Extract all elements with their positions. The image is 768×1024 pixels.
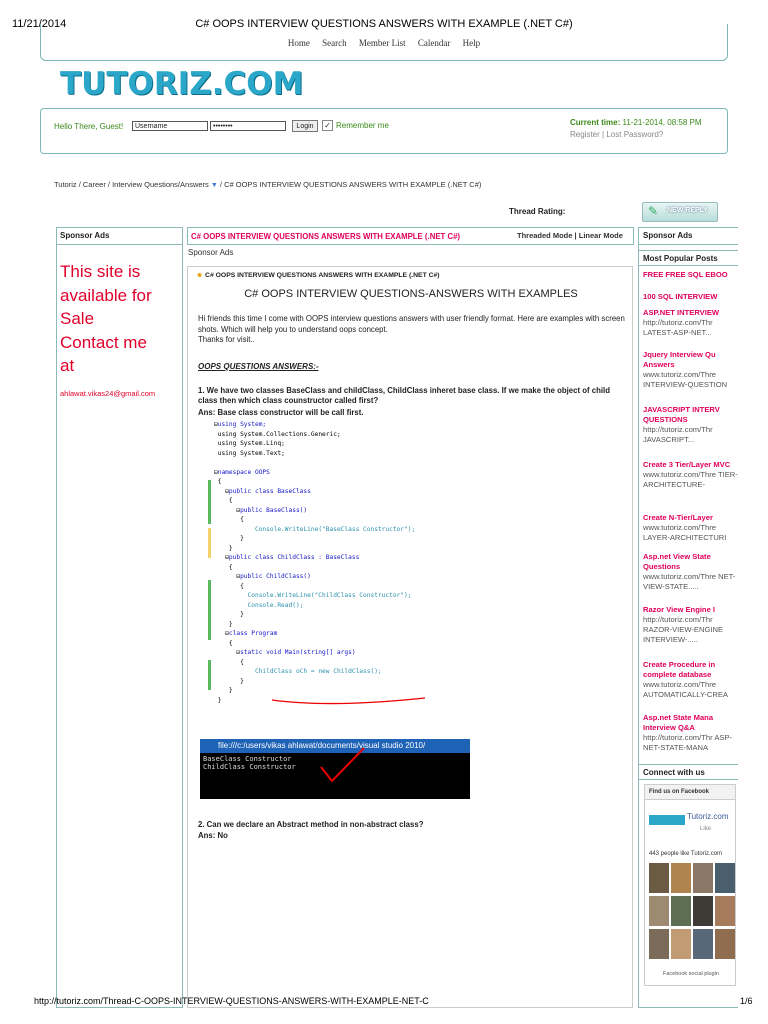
thread-rating: Thread Rating: [509,207,566,216]
code-line [214,431,341,438]
console-output [203,755,296,771]
code-base-ctor: public BaseClass() [240,506,308,514]
sale-line: Contact me [60,332,147,352]
list-item[interactable] [643,270,738,292]
fb-like-button[interactable]: Like [700,826,712,832]
register-link[interactable]: Register [570,130,600,139]
avatar[interactable] [649,929,669,959]
avatar[interactable] [693,863,713,893]
console-screenshot [200,739,470,799]
post-subject-text: C# OOPS INTERVIEW QUESTIONS ANSWERS WITH EXAMPLE (.NET C#) [205,272,440,279]
list-item[interactable] [643,405,738,460]
connect-heading: Connect with us [643,768,705,777]
popular-title[interactable]: FREE FREE SQL EBOO [643,270,728,279]
popular-title[interactable]: Asp.net View State Questions [643,552,711,571]
console-line: ChildClass Constructor [203,763,296,771]
account-links [570,130,663,139]
current-time-label: Current time: [570,118,621,127]
avatar[interactable] [715,929,735,959]
code-using: using System.Text; [217,449,285,457]
sale-notice [60,260,182,378]
list-item[interactable] [643,350,738,405]
code-base-class: public class BaseClass [228,487,311,495]
top-nav [0,38,768,48]
code-text: ⊟using System; using System.Collections.Generic; using System.Linq; using System.Text; ⊟namespace OOPS { ⊟public class BaseClass { ⊟public BaseClass() { Console.WriteLine("BaseClass Constructor"); } } ⊟public class ChildClass : BaseClass { ⊟public ChildClass() { Console.WriteLine("ChildClass Constructor"); Console.Read(); } } ⊟class Program { ⊟static void Main(string[] args) { ChildClass oCh = new ChildClass(); } } } [214,421,416,704]
popular-title[interactable]: JAVASCRIPT INTERV QUESTIONS [643,405,720,424]
sale-line: This site is [60,262,141,281]
hello-guest: Hello There, Guest! [54,122,124,131]
lost-password-link[interactable]: Lost Password? [606,130,664,139]
print-date: 11/21/2014 [12,18,67,30]
question-1: 1. We have two classes BaseClass and childClass, ChildClass inheret base class. If we make the object of child class then which class counstructor called first? [198,386,610,405]
list-item[interactable] [643,605,738,660]
sale-line: at [60,356,75,375]
footer-url: http://tutoriz.com/Thread-C-OOPS-INTERVIEW-QUESTIONS-ANSWERS-WITH-EXAMPLE-NET-C [34,996,429,1006]
nav-home[interactable]: Home [287,38,310,48]
avatar[interactable] [671,896,691,926]
right-sponsor-heading: Sponsor Ads [643,231,693,240]
answer-2: Ans: No [198,831,228,840]
linear-mode-link[interactable]: Linear Mode [578,231,623,240]
list-item[interactable] [643,660,738,713]
current-time [570,118,701,127]
avatar[interactable] [649,863,669,893]
code-screenshot [200,420,476,740]
popular-url[interactable]: www.tutoriz.com/Thre NET-VIEW-STATE..... [643,572,736,591]
login-button[interactable]: Login [292,120,318,132]
site-logo[interactable]: TUTORIZ.COM [60,66,304,102]
new-reply-button[interactable] [642,202,718,222]
remember-checkbox[interactable]: ✓ [322,120,333,131]
code-namespace: namespace OOPS [217,468,270,476]
avatar[interactable] [693,929,713,959]
avatar[interactable] [715,896,735,926]
popular-title[interactable]: Asp.net State Mana Interview Q&A [643,713,714,732]
code-child-ctor: public ChildClass() [240,573,311,580]
intro-text: Hi friends this time I come with OOPS interview questions answers with user friendly format. Here are examples with screen shots. Which will help you to understand oops concept. [198,314,625,334]
thanks-text: Thanks for visit.. [198,335,255,344]
section-heading: OOPS QUESTIONS ANSWERS:- [198,362,319,371]
code-main: static void Main(string[] args) [240,649,356,656]
popular-list [643,270,738,755]
threaded-mode-link[interactable]: Threaded Mode [517,231,573,240]
popular-title[interactable]: Create 3 Tier/Layer MVC [643,460,731,469]
popular-url[interactable]: www.tutoriz.com/Thre LAYER-ARCHITECTURI [643,523,727,542]
popular-title[interactable]: Create Procedure in complete database [643,660,716,679]
popular-title[interactable]: ASP.NET INTERVIEW [643,308,720,317]
remember-label: Remember me [336,121,389,130]
link-separator: | [602,130,605,139]
avatar[interactable] [693,896,713,926]
breadcrumb [54,180,481,189]
fb-page-logo [649,815,685,825]
code-using: using System; [217,421,267,428]
code-child-read: Console.Read(); [247,601,304,609]
list-item[interactable] [643,713,738,755]
list-item[interactable] [643,460,738,513]
nav-help[interactable]: Help [462,38,481,48]
popular-url[interactable]: http://tutoriz.com/Thr JAVASCRIPT... [643,425,713,444]
popular-title[interactable]: Jquery Interview Qu Answers [643,350,716,369]
print-title: C# OOPS INTERVIEW QUESTIONS ANSWERS WITH EXAMPLE (.NET C#) [195,18,573,30]
question-2: 2. Can we declare an Abstract method in non-abstract class? [198,820,424,829]
nav-search[interactable]: Search [322,38,347,48]
post-title: C# OOPS INTERVIEW QUESTIONS ANSWERS WITH EXAMPLE (.NET C#) [191,232,461,241]
smiley-icon: ☻ [196,272,204,279]
code-line [214,440,285,447]
sale-line: Sale [60,309,95,328]
chevron-down-icon[interactable]: ▼ [210,182,218,189]
mode-separator: | [574,231,577,240]
code-base-write: Console.WriteLine("BaseClass Constructor"); [254,525,416,533]
console-title: file:///c:/users/vikas ahlawat/documents/visual studio 2010/ [218,741,426,750]
popular-url[interactable]: http://tutoriz.com/Thr ASP-NET-STATE-MANA [643,733,733,752]
new-reply-label: NEW REPLY [667,207,708,214]
popular-url[interactable]: http://tutoriz.com/Thr RAZOR-VIEW-ENGINE INTERVIEW-..... [643,615,724,644]
contact-email[interactable]: ahlawat.vikas24@gmail.com [60,389,156,398]
red-checkmark [318,745,368,785]
nav-member-list[interactable]: Member List [358,38,406,48]
avatar[interactable] [671,929,691,959]
avatar[interactable] [649,896,669,926]
popular-url[interactable]: www.tutoriz.com/Thre TIER-ARCHITECTURE- [643,470,738,489]
avatar[interactable] [671,863,691,893]
code-using: using System.Collections.Generic; [217,430,341,438]
fb-page-name[interactable]: Tutoriz.com [687,812,729,821]
code-child-write: Console.WriteLine("ChildClass Constructor"); [247,592,412,599]
popular-url[interactable]: www.tutoriz.com/Thre INTERVIEW-QUESTION [643,370,728,389]
fb-avatars [649,863,737,961]
view-modes [517,231,623,240]
answer-1: Ans: Base class constructor will be call first. [198,408,364,417]
fb-plugin-text: Facebook social plugin [663,971,719,977]
fb-find-text: Find us on Facebook [649,789,710,795]
facebook-widget [644,784,736,986]
password-input[interactable]: •••••••• [210,121,286,131]
breadcrumb-sep: / [219,180,222,189]
nav-calendar[interactable]: Calendar [417,38,451,48]
username-input[interactable]: Username [132,121,208,131]
code-using: using System.Linq; [217,440,285,447]
post-intro [198,314,628,346]
breadcrumb-current: C# OOPS INTERVIEW QUESTIONS ANSWERS WITH EXAMPLE (.NET C#) [224,180,482,189]
popular-heading: Most Popular Posts [643,254,718,263]
list-item[interactable] [643,552,738,605]
popular-title[interactable]: Razor View Engine I [643,605,716,614]
list-item[interactable] [643,308,738,350]
list-item[interactable] [643,292,738,308]
popular-title[interactable]: Create N-Tier/Layer [643,513,713,522]
post-sponsor-ads: Sponsor Ads [188,248,234,257]
pencil-icon: ✎ [648,204,659,218]
code-line [214,450,285,457]
popular-title[interactable]: 100 SQL INTERVIEW [643,292,718,301]
code-program-class: class Program [228,630,278,637]
breadcrumb-path[interactable]: Tutoriz / Career / Interview Questions/Answers [54,180,209,189]
red-underline [270,696,430,708]
footer-page: 1/6 [740,996,753,1006]
current-time-value: 11-21-2014, 08:58 PM [622,118,702,127]
console-line: BaseClass Constructor [203,755,292,763]
fb-like-count: 443 people like Tutoriz.com [649,851,723,857]
post-heading: C# OOPS INTERVIEW QUESTIONS-ANSWERS WITH EXAMPLES [244,288,578,300]
popular-url[interactable]: http://tutoriz.com/Thr LATEST-ASP-NET... [643,318,713,337]
popular-url[interactable]: www.tutoriz.com/Thre AUTOMATICALLY-CREA [643,680,728,699]
sale-line: available for [60,285,152,305]
post-subject [196,272,440,279]
list-item[interactable] [643,513,738,552]
avatar[interactable] [715,863,735,893]
code-line: ⊟using System; [214,421,267,428]
code-child-class: public class ChildClass : BaseClass [228,554,360,561]
left-sponsor-heading: Sponsor Ads [60,231,110,240]
code-instantiate: ChildClass oCh = new ChildClass(); [254,668,382,675]
